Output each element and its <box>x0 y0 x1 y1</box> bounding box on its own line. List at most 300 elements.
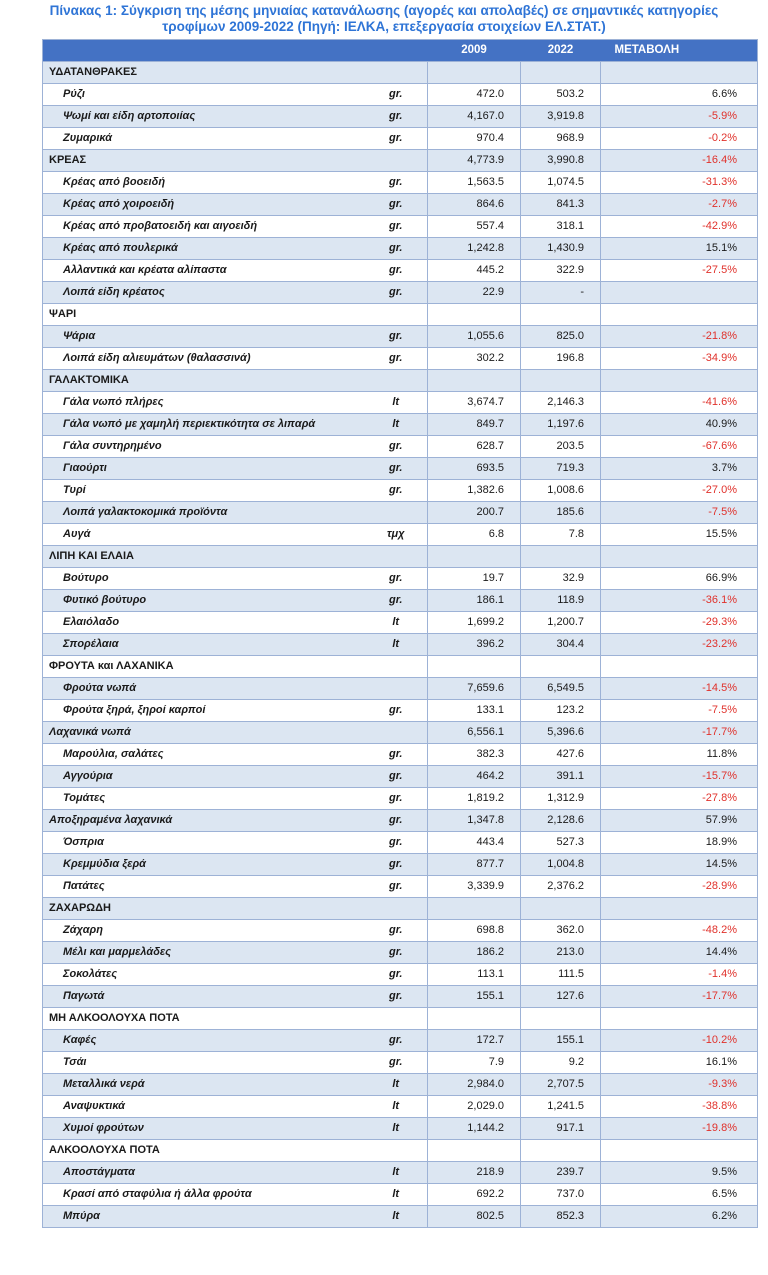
row-unit: lt <box>365 1073 428 1095</box>
table-row-category <box>43 369 758 391</box>
table-row-item <box>43 501 758 523</box>
value-2009: 4,773.9 <box>428 149 521 171</box>
value-change <box>601 303 758 325</box>
table-row-item <box>43 1029 758 1051</box>
value-change: -48.2% <box>601 919 758 941</box>
row-label: Μαρούλια, σαλάτες <box>43 743 365 765</box>
row-label: Μπύρα <box>43 1205 365 1227</box>
value-change <box>601 281 758 303</box>
table-row-item <box>43 105 758 127</box>
row-label: Λοιπά γαλακτοκομικά προϊόντα <box>43 501 365 523</box>
table-row-category <box>43 545 758 567</box>
value-2009: 7,659.6 <box>428 677 521 699</box>
row-unit: gr. <box>365 457 428 479</box>
row-label: Γιαούρτι <box>43 457 365 479</box>
value-2022: 503.2 <box>521 83 601 105</box>
value-2009: 445.2 <box>428 259 521 281</box>
row-label: Μέλι και μαρμελάδες <box>43 941 365 963</box>
value-2009 <box>428 1139 521 1161</box>
value-2022: 1,430.9 <box>521 237 601 259</box>
row-unit: gr. <box>365 281 428 303</box>
value-2009: 1,563.5 <box>428 171 521 193</box>
value-change: -17.7% <box>601 985 758 1007</box>
value-2009: 1,055.6 <box>428 325 521 347</box>
value-2009: 172.7 <box>428 1029 521 1051</box>
header-row <box>43 39 758 61</box>
value-2009: 19.7 <box>428 567 521 589</box>
row-label: Φρούτα νωπά <box>43 677 365 699</box>
row-label: Αλλαντικά και κρέατα αλίπαστα <box>43 259 365 281</box>
row-unit: gr. <box>365 435 428 457</box>
value-change <box>601 897 758 919</box>
value-2009: 1,382.6 <box>428 479 521 501</box>
value-2022: 123.2 <box>521 699 601 721</box>
table-row-item <box>43 413 758 435</box>
value-change <box>601 545 758 567</box>
row-label: Φυτικό βούτυρο <box>43 589 365 611</box>
table-row-item <box>43 1051 758 1073</box>
table-row-item <box>43 963 758 985</box>
value-2022: 196.8 <box>521 347 601 369</box>
value-2022: 1,312.9 <box>521 787 601 809</box>
table-row-item <box>43 853 758 875</box>
row-label: Τυρί <box>43 479 365 501</box>
value-2022 <box>521 897 601 919</box>
column-header-2022: 2022 <box>521 39 601 61</box>
value-change: -7.5% <box>601 501 758 523</box>
table-row-item <box>43 347 758 369</box>
row-label: Κρέας από χοιροειδή <box>43 193 365 215</box>
value-2022: 318.1 <box>521 215 601 237</box>
row-unit: gr. <box>365 105 428 127</box>
value-2009: 3,339.9 <box>428 875 521 897</box>
header-unit-column <box>365 39 428 61</box>
value-change: 3.7% <box>601 457 758 479</box>
row-label: Αποστάγματα <box>43 1161 365 1183</box>
table-row-item <box>43 831 758 853</box>
value-2022: 304.4 <box>521 633 601 655</box>
value-change: 18.9% <box>601 831 758 853</box>
consumption-table <box>42 39 758 1228</box>
value-2009 <box>428 1007 521 1029</box>
row-label: ΨΑΡΙ <box>43 303 365 325</box>
value-2022: 852.3 <box>521 1205 601 1227</box>
table-row-item <box>43 743 758 765</box>
value-2022: 1,008.6 <box>521 479 601 501</box>
value-change: -41.6% <box>601 391 758 413</box>
value-2009: 1,699.2 <box>428 611 521 633</box>
row-unit: gr. <box>365 787 428 809</box>
value-2009 <box>428 303 521 325</box>
value-2009: 113.1 <box>428 963 521 985</box>
value-2009: 396.2 <box>428 633 521 655</box>
table-row-item <box>43 479 758 501</box>
table-row-item <box>43 787 758 809</box>
row-label: ΜΗ ΑΛΚΟΟΛΟΥΧΑ ΠΟΤΑ <box>43 1007 365 1029</box>
value-change <box>601 655 758 677</box>
value-2022: 917.1 <box>521 1117 601 1139</box>
value-change: -38.8% <box>601 1095 758 1117</box>
value-change <box>601 369 758 391</box>
value-2009: 1,347.8 <box>428 809 521 831</box>
value-change: -27.8% <box>601 787 758 809</box>
row-label: Λαχανικά νωπά <box>43 721 365 743</box>
table-row-item <box>43 523 758 545</box>
row-unit: gr. <box>365 765 428 787</box>
value-2009: 849.7 <box>428 413 521 435</box>
value-change: -27.0% <box>601 479 758 501</box>
value-2022: - <box>521 281 601 303</box>
value-2022 <box>521 61 601 83</box>
row-unit: gr. <box>365 919 428 941</box>
row-unit: gr. <box>365 1051 428 1073</box>
table-row-item <box>43 1095 758 1117</box>
row-label: Βούτυρο <box>43 567 365 589</box>
table-row-item <box>43 1117 758 1139</box>
value-change: 15.5% <box>601 523 758 545</box>
value-2022: 6,549.5 <box>521 677 601 699</box>
value-change: -28.9% <box>601 875 758 897</box>
value-2009: 2,029.0 <box>428 1095 521 1117</box>
row-label: Τσάι <box>43 1051 365 1073</box>
value-2022: 1,004.8 <box>521 853 601 875</box>
row-label: Κρέας από πουλερικά <box>43 237 365 259</box>
value-2022: 213.0 <box>521 941 601 963</box>
row-unit <box>365 721 428 743</box>
row-label: ΑΛΚΟΟΛΟΥΧΑ ΠΟΤΑ <box>43 1139 365 1161</box>
value-2022: 968.9 <box>521 127 601 149</box>
value-change <box>601 1139 758 1161</box>
table-row-item <box>43 941 758 963</box>
table-row-item <box>43 193 758 215</box>
table-row-item <box>43 325 758 347</box>
value-2009: 802.5 <box>428 1205 521 1227</box>
value-2022: 127.6 <box>521 985 601 1007</box>
value-2022 <box>521 655 601 677</box>
value-2009 <box>428 369 521 391</box>
row-unit: gr. <box>365 809 428 831</box>
value-2009: 1,144.2 <box>428 1117 521 1139</box>
value-change: -7.5% <box>601 699 758 721</box>
row-label: Σοκολάτες <box>43 963 365 985</box>
value-2022: 3,990.8 <box>521 149 601 171</box>
table-row-item <box>43 1073 758 1095</box>
value-2022: 391.1 <box>521 765 601 787</box>
row-unit: lt <box>365 1095 428 1117</box>
row-label: Ζυμαρικά <box>43 127 365 149</box>
table-title <box>0 3 768 36</box>
value-2022: 239.7 <box>521 1161 601 1183</box>
value-2022: 1,200.7 <box>521 611 601 633</box>
row-label: Λοιπά είδη κρέατος <box>43 281 365 303</box>
value-2022: 322.9 <box>521 259 601 281</box>
table-row-item <box>43 83 758 105</box>
row-unit: gr. <box>365 985 428 1007</box>
table-row-category <box>43 303 758 325</box>
row-label: Γάλα συντηρημένο <box>43 435 365 457</box>
row-unit <box>365 303 428 325</box>
table-row-item <box>43 589 758 611</box>
row-unit: gr. <box>365 941 428 963</box>
value-2022 <box>521 1007 601 1029</box>
value-2022: 155.1 <box>521 1029 601 1051</box>
table-row-item <box>43 259 758 281</box>
row-unit: gr. <box>365 171 428 193</box>
value-2022: 362.0 <box>521 919 601 941</box>
row-label: Ρύζι <box>43 83 365 105</box>
value-2009: 628.7 <box>428 435 521 457</box>
row-unit: gr. <box>365 325 428 347</box>
value-2022: 9.2 <box>521 1051 601 1073</box>
row-label: Γάλα νωπό πλήρες <box>43 391 365 413</box>
value-change: -0.2% <box>601 127 758 149</box>
value-2009 <box>428 61 521 83</box>
row-unit: gr. <box>365 699 428 721</box>
value-2022: 1,197.6 <box>521 413 601 435</box>
value-2009: 22.9 <box>428 281 521 303</box>
table-row-category <box>43 1007 758 1029</box>
value-2022: 111.5 <box>521 963 601 985</box>
value-change: -42.9% <box>601 215 758 237</box>
row-unit: gr. <box>365 83 428 105</box>
row-unit: lt <box>365 1183 428 1205</box>
value-2009: 302.2 <box>428 347 521 369</box>
row-label: Μεταλλικά νερά <box>43 1073 365 1095</box>
value-2022: 32.9 <box>521 567 601 589</box>
value-2009: 864.6 <box>428 193 521 215</box>
value-change: -19.8% <box>601 1117 758 1139</box>
value-change: 9.5% <box>601 1161 758 1183</box>
value-2009 <box>428 897 521 919</box>
value-change: -9.3% <box>601 1073 758 1095</box>
value-2009: 557.4 <box>428 215 521 237</box>
row-label: Καφές <box>43 1029 365 1051</box>
row-label: Φρούτα ξηρά, ξηροί καρποί <box>43 699 365 721</box>
value-change: 15.1% <box>601 237 758 259</box>
value-2009: 2,984.0 <box>428 1073 521 1095</box>
value-2022: 737.0 <box>521 1183 601 1205</box>
row-unit: gr. <box>365 193 428 215</box>
value-2022 <box>521 1139 601 1161</box>
value-2009: 133.1 <box>428 699 521 721</box>
table-row-item <box>43 127 758 149</box>
row-unit: lt <box>365 1205 428 1227</box>
value-change: 6.5% <box>601 1183 758 1205</box>
table-row-item <box>43 215 758 237</box>
row-label: ΖΑΧΑΡΩΔΗ <box>43 897 365 919</box>
value-2022: 527.3 <box>521 831 601 853</box>
table-row-category <box>43 897 758 919</box>
row-label: ΓΑΛΑΚΤΟΜΙΚΑ <box>43 369 365 391</box>
value-change: 6.2% <box>601 1205 758 1227</box>
table-title-line1: Πίνακας 1: Σύγκριση της μέσης μηνιαίας κατανάλωσης (αγορές και απολαβές) σε σημαντικές κατηγορίες <box>49 3 719 18</box>
row-label: Σπορέλαια <box>43 633 365 655</box>
row-unit <box>365 501 428 523</box>
row-unit: lt <box>365 611 428 633</box>
row-label: Χυμοί φρούτων <box>43 1117 365 1139</box>
row-unit: gr. <box>365 589 428 611</box>
value-change: -29.3% <box>601 611 758 633</box>
value-2009: 7.9 <box>428 1051 521 1073</box>
row-unit: lt <box>365 1161 428 1183</box>
row-label: ΦΡΟΥΤΑ και ΛΑΧΑΝΙΚΑ <box>43 655 365 677</box>
row-unit: τμχ <box>365 523 428 545</box>
row-unit <box>365 149 428 171</box>
row-label: Κρέας από προβατοειδή και αιγοειδή <box>43 215 365 237</box>
table-row-item <box>43 919 758 941</box>
table-row-item <box>43 633 758 655</box>
row-label: Κρασί από σταφύλια ή άλλα φρούτα <box>43 1183 365 1205</box>
column-header-change: ΜΕΤΑΒΟΛΗ <box>601 39 758 61</box>
value-change: -27.5% <box>601 259 758 281</box>
row-unit <box>365 545 428 567</box>
table-row-item <box>43 985 758 1007</box>
value-change: -34.9% <box>601 347 758 369</box>
row-unit: gr. <box>365 963 428 985</box>
row-label: Αναψυκτικά <box>43 1095 365 1117</box>
value-2009: 692.2 <box>428 1183 521 1205</box>
value-2009: 200.7 <box>428 501 521 523</box>
value-change: 57.9% <box>601 809 758 831</box>
row-label: Κρεμμύδια ξερά <box>43 853 365 875</box>
table-row-item <box>43 457 758 479</box>
table-title-line2: τροφίμων 2009-2022 (Πηγή: ΙΕΛΚΑ, επεξεργασία στοιχείων ΕΛ.ΣΤΑΤ.) <box>162 19 606 35</box>
value-2009: 1,819.2 <box>428 787 521 809</box>
value-change: -1.4% <box>601 963 758 985</box>
table-row-category <box>43 655 758 677</box>
table-row-category <box>43 1139 758 1161</box>
table-row-item <box>43 435 758 457</box>
value-2022: 2,376.2 <box>521 875 601 897</box>
row-unit: lt <box>365 413 428 435</box>
table-row-item <box>43 611 758 633</box>
value-change: -23.2% <box>601 633 758 655</box>
row-unit: gr. <box>365 1029 428 1051</box>
value-change: 40.9% <box>601 413 758 435</box>
row-unit: gr. <box>365 567 428 589</box>
row-unit: gr. <box>365 127 428 149</box>
value-change <box>601 61 758 83</box>
value-change: -21.8% <box>601 325 758 347</box>
value-2009: 4,167.0 <box>428 105 521 127</box>
row-unit <box>365 61 428 83</box>
row-unit <box>365 369 428 391</box>
row-label: Ψάρια <box>43 325 365 347</box>
value-2022: 2,128.6 <box>521 809 601 831</box>
value-change: -31.3% <box>601 171 758 193</box>
value-2009: 382.3 <box>428 743 521 765</box>
value-2009: 6.8 <box>428 523 521 545</box>
value-2009 <box>428 655 521 677</box>
row-unit: gr. <box>365 215 428 237</box>
value-change: -15.7% <box>601 765 758 787</box>
table-row-item <box>43 281 758 303</box>
value-change: -14.5% <box>601 677 758 699</box>
value-2009: 877.7 <box>428 853 521 875</box>
value-2022: 719.3 <box>521 457 601 479</box>
row-label: Όσπρια <box>43 831 365 853</box>
value-2022 <box>521 369 601 391</box>
row-unit <box>365 897 428 919</box>
row-unit: gr. <box>365 853 428 875</box>
row-label: Αυγά <box>43 523 365 545</box>
header-name-column <box>43 39 365 61</box>
row-unit <box>365 1007 428 1029</box>
table-row-item <box>43 1183 758 1205</box>
value-2022: 1,074.5 <box>521 171 601 193</box>
value-2009: 186.2 <box>428 941 521 963</box>
table-row-subcategory <box>43 809 758 831</box>
value-change: -5.9% <box>601 105 758 127</box>
value-2022: 825.0 <box>521 325 601 347</box>
row-unit: gr. <box>365 875 428 897</box>
value-2009: 155.1 <box>428 985 521 1007</box>
value-change: -16.4% <box>601 149 758 171</box>
value-2022: 2,146.3 <box>521 391 601 413</box>
value-2009: 693.5 <box>428 457 521 479</box>
table-row-subcategory <box>43 721 758 743</box>
table-row-item <box>43 1205 758 1227</box>
value-2022: 203.5 <box>521 435 601 457</box>
row-label: Γάλα νωπό με χαμηλή περιεκτικότητα σε λιπαρά <box>43 413 365 435</box>
value-change: -17.7% <box>601 721 758 743</box>
table-row-category <box>43 61 758 83</box>
value-2009: 6,556.1 <box>428 721 521 743</box>
value-2022: 427.6 <box>521 743 601 765</box>
row-label: Ελαιόλαδο <box>43 611 365 633</box>
table-row-item <box>43 1161 758 1183</box>
value-2009 <box>428 545 521 567</box>
value-2009: 186.1 <box>428 589 521 611</box>
table-row-item <box>43 237 758 259</box>
row-unit <box>365 1139 428 1161</box>
value-2022: 5,396.6 <box>521 721 601 743</box>
table-row-item <box>43 699 758 721</box>
table-row-item <box>43 677 758 699</box>
value-2022: 841.3 <box>521 193 601 215</box>
row-label: Αγγούρια <box>43 765 365 787</box>
value-2009: 970.4 <box>428 127 521 149</box>
row-label: Λοιπά είδη αλιευμάτων (θαλασσινά) <box>43 347 365 369</box>
value-2022: 3,919.8 <box>521 105 601 127</box>
value-change: -10.2% <box>601 1029 758 1051</box>
row-label: Τομάτες <box>43 787 365 809</box>
row-label: ΥΔΑΤΑΝΘΡΑΚΕΣ <box>43 61 365 83</box>
value-change: 6.6% <box>601 83 758 105</box>
row-unit: gr. <box>365 743 428 765</box>
table-row-item <box>43 765 758 787</box>
table-row-item <box>43 391 758 413</box>
row-unit <box>365 677 428 699</box>
value-2009: 443.4 <box>428 831 521 853</box>
value-change <box>601 1007 758 1029</box>
value-change: 14.4% <box>601 941 758 963</box>
row-label: Αποξηραμένα λαχανικά <box>43 809 365 831</box>
table-row-category <box>43 149 758 171</box>
row-unit: gr. <box>365 237 428 259</box>
value-2009: 218.9 <box>428 1161 521 1183</box>
row-unit: gr. <box>365 259 428 281</box>
row-label: Ζάχαρη <box>43 919 365 941</box>
value-2009: 698.8 <box>428 919 521 941</box>
value-2022: 185.6 <box>521 501 601 523</box>
row-unit <box>365 655 428 677</box>
value-change: 14.5% <box>601 853 758 875</box>
row-unit: lt <box>365 391 428 413</box>
value-change: 11.8% <box>601 743 758 765</box>
row-unit: gr. <box>365 347 428 369</box>
value-2022: 2,707.5 <box>521 1073 601 1095</box>
